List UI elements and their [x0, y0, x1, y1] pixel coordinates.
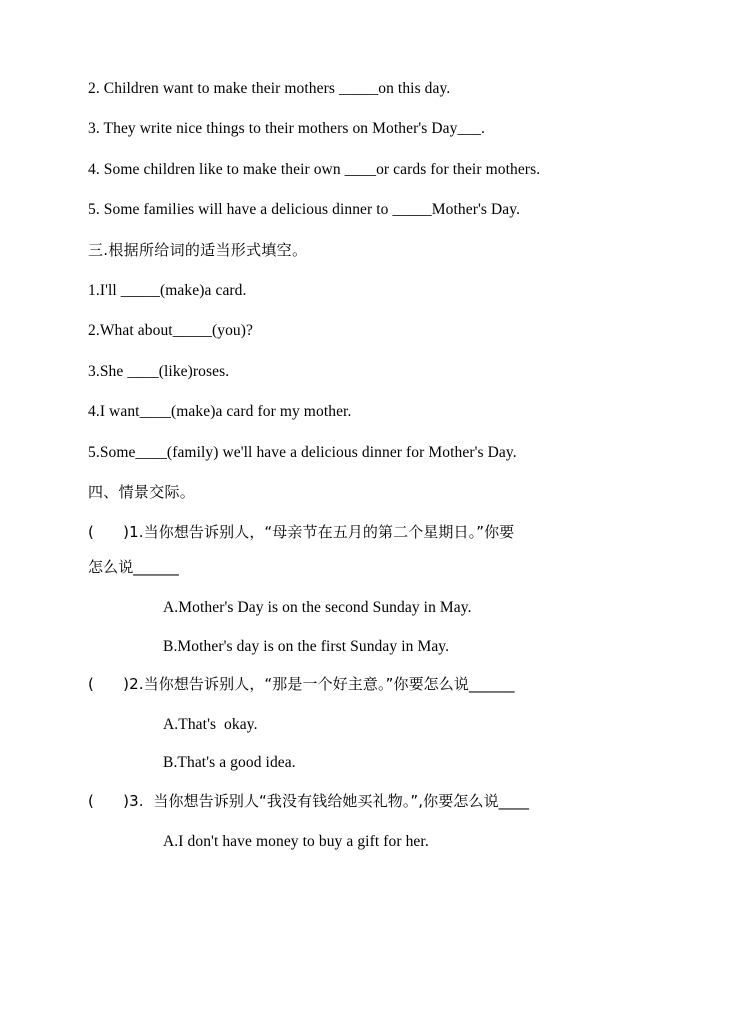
section-four-question-2-stem: ( )2.当你想告诉别人，“那是一个好主意。”你要怎么说______ — [88, 675, 515, 694]
question-line-2: 2. Children want to make their mothers _____on this day. — [88, 80, 451, 97]
section-four-question-1-option-b: B.Mother's day is on the first Sunday in May. — [163, 637, 450, 655]
question-line-5: 5. Some families will have a delicious dinner to _____Mother's Day. — [88, 201, 521, 219]
section-four-question-2-option-a: A.That's okay. — [163, 715, 258, 733]
section-four-heading: 四、情景交际。 — [88, 482, 196, 501]
question-line-4: 4. Some children like to make their own ____or cards for their mothers. — [88, 160, 541, 178]
section-three-question-2: 2.What about_____(you)? — [88, 322, 254, 340]
worksheet-content — [88, 78, 668, 869]
section-three-question-5: 5.Some____(family) we'll have a delicious dinner for Mother's Day. — [88, 443, 517, 461]
section-three-heading: 三.根据所给词的适当形式填空。 — [88, 240, 308, 259]
question-line-3: 3. They write nice things to their mothers on Mother's Day___. — [88, 120, 485, 138]
section-four-question-1-stem-cont: 怎么说______ — [88, 558, 179, 577]
section-three-question-4: 4.I want____(make)a card for my mother. — [88, 403, 352, 421]
section-three-question-3: 3.She ____(like)roses. — [88, 362, 230, 380]
section-four-question-1-stem: ( )1.当你想告诉别人，“母亲节在五月的第二个星期日。”你要 — [88, 522, 515, 541]
section-four-question-3-option-a: A.I don't have money to buy a gift for her. — [163, 832, 429, 850]
section-four-question-3-stem: ( )3. 当你想告诉别人“我没有钱给她买礼物。”,你要怎么说____ — [88, 791, 530, 810]
section-four-question-2-option-b: B.That's a good idea. — [163, 754, 296, 772]
section-four-question-1-option-a: A.Mother's Day is on the second Sunday in May. — [163, 599, 472, 617]
section-three-question-1: 1.I'll _____(make)a card. — [88, 281, 247, 299]
